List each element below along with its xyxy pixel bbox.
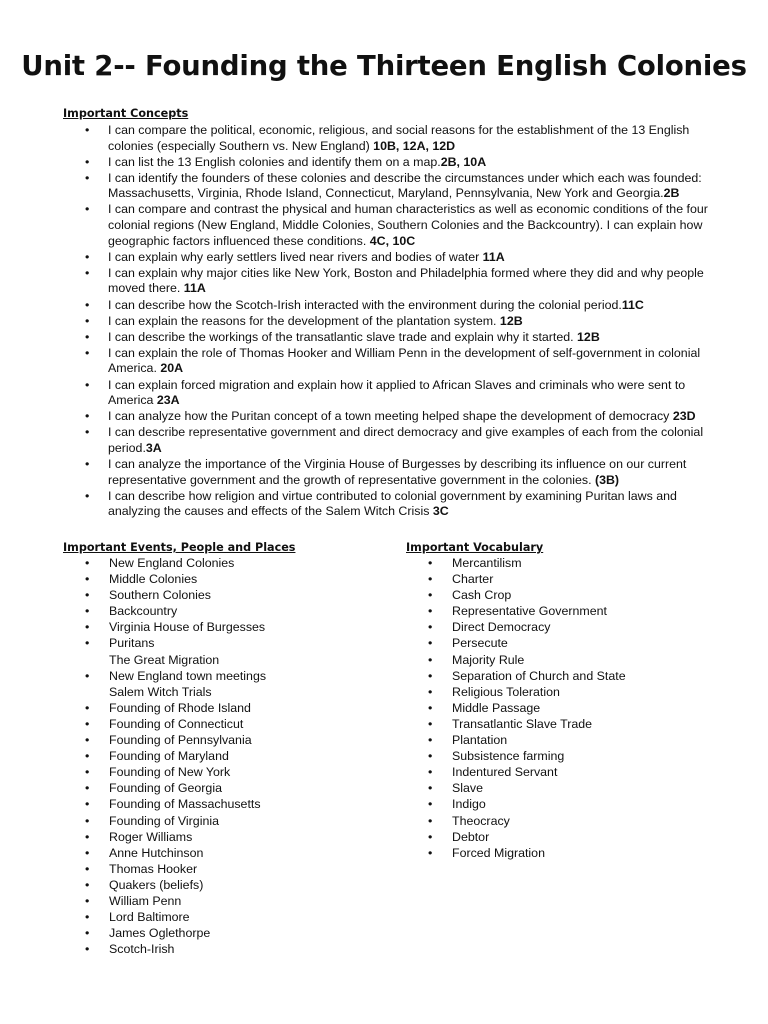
concept-text: I can list the 13 English colonies and identify them on a map. [108,154,441,169]
concept-item [85,298,715,314]
concept-item [85,457,715,488]
event-item: • Virginia House of Burgesses [85,620,365,636]
event-item: • Founding of Connecticut [85,717,365,733]
concept-item [85,250,715,266]
concept-text: I can explain the reasons for the development of the plantation system. [108,313,500,328]
concept-text: I can compare and contrast the physical and human characteristics as well as economic conditions of the four colonial regions (New England, Middle Colonies, Southern Colonies and the Backcountry). I can explain how geographic factors influenced these conditions. [108,202,708,248]
standard-code: 11A [183,281,206,296]
vocabulary-item: • Theocracy [428,814,708,830]
concept-item [85,330,715,346]
page-title: Unit 2-- Founding the Thirteen English Colonies [21,50,747,82]
standard-code: 11A [482,249,505,264]
vocabulary-item: • Plantation [428,733,708,749]
standard-code: 10B, 12A, 12D [373,138,456,153]
concept-text: I can identify the founders of these colonies and describe the circumstances under which each was founded: Massachusetts, Virginia, Rhode Island, Connecticut, Maryland, Pennsylvania, New York and Georgia. [108,170,702,201]
standard-code: 2B, 10A [440,154,487,169]
concept-text: I can explain why early settlers lived near rivers and bodies of water [108,249,483,264]
standard-code: 23A [156,393,180,408]
event-item: • Founding of Pennsylvania [85,733,365,749]
vocabulary-item: • Forced Migration [428,846,708,862]
event-item: • Founding of Virginia [85,814,365,830]
concepts-heading: Important Concepts [63,107,189,120]
event-item: • Quakers (beliefs) [85,878,365,894]
concept-item [85,378,715,409]
concept-item [85,266,715,297]
event-item: • Thomas Hooker [85,862,365,878]
vocabulary-list [428,556,708,862]
concept-item [85,171,715,202]
vocabulary-item: • Transatlantic Slave Trade [428,717,708,733]
event-item: • Puritans [85,636,365,652]
event-item: • Founding of New York [85,765,365,781]
concepts-list [85,123,715,520]
event-item: • Founding of Rhode Island [85,701,365,717]
standard-code: 11C [621,297,644,312]
vocabulary-item: • Charter [428,572,708,588]
event-item: • Founding of Georgia [85,781,365,797]
vocabulary-item: • Middle Passage [428,701,708,717]
event-item: • Anne Hutchinson [85,846,365,862]
vocabulary-item: • Representative Government [428,604,708,620]
concept-text: I can describe representative government and direct democracy and give examples of each from the colonial period. [108,425,704,455]
event-item: • Founding of Massachusetts [85,797,365,813]
concept-text: I can analyze how the Puritan concept of a town meeting helped shape the development of democracy [108,409,673,424]
vocabulary-item: • Majority Rule [428,653,708,669]
vocabulary-item: • Mercantilism [428,556,708,572]
standard-code: (3B) [594,472,620,487]
vocabulary-item: • Indigo [428,797,708,813]
concept-text: I can analyze the importance of the Virginia House of Burgesses by describing its influence on our current representative government and the growth of representative government in the colonies. [108,456,687,487]
concept-item [85,346,715,377]
concept-text: I can explain forced migration and explain how it applied to African Slaves and criminals who were sent to America [108,377,686,408]
event-item: Salem Witch Trials [109,684,212,699]
concept-item [85,489,715,520]
vocabulary-item: • Separation of Church and State [428,669,708,685]
vocabulary-item: • Direct Democracy [428,620,708,636]
standard-code: 2B [663,186,680,201]
event-item: • Lord Baltimore [85,910,365,926]
concept-text: I can describe how the Scotch-Irish interacted with the environment during the colonial period. [108,297,622,312]
event-item: • New England town meetings [85,669,365,685]
vocabulary-item: • Debtor [428,830,708,846]
event-item: • New England Colonies [85,556,365,572]
events-heading: Important Events, People and Places [63,541,296,554]
vocabulary-item: • Slave [428,781,708,797]
concept-item [85,409,715,425]
vocabulary-item: • Religious Toleration [428,685,708,701]
event-item: • Roger Williams [85,830,365,846]
vocabulary-item: • Subsistence farming [428,749,708,765]
event-item: • Founding of Maryland [85,749,365,765]
standard-code: 4C, 10C [369,233,416,248]
standard-code: 23D [672,409,696,424]
concept-text: I can explain the role of Thomas Hooker and William Penn in the development of self-government in colonial America. [108,345,701,376]
standard-code: 12B [499,313,523,328]
event-item: • Southern Colonies [85,588,365,604]
concept-item [85,123,715,154]
concept-item [85,425,715,456]
events-list [85,556,365,958]
concept-text: I can compare the political, economic, religious, and social reasons for the establishment of the 13 English colonies (especially Southern vs. New England) [108,123,690,153]
event-item: • Middle Colonies [85,572,365,588]
event-item: • Scotch-Irish [85,942,365,958]
event-item: • William Penn [85,894,365,910]
standard-code: 3C [432,504,449,519]
vocabulary-item: • Indentured Servant [428,765,708,781]
event-item: • James Oglethorpe [85,926,365,942]
concept-text: I can describe the workings of the transatlantic slave trade and explain why it started. [108,329,578,344]
vocabulary-heading: Important Vocabulary [406,541,544,554]
concept-text: I can explain why major cities like New York, Boston and Philadelphia formed where they did and why people moved there. [108,265,704,296]
standard-code: 12B [577,329,600,344]
event-item: The Great Migration [109,652,220,667]
concept-text: I can describe how religion and virtue contributed to colonial government by examining Puritan laws and analyzing the causes and effects of the Salem Witch Crisis [108,488,677,519]
concept-item [85,155,715,171]
vocabulary-item: • Cash Crop [428,588,708,604]
standard-code: 3A [145,440,162,455]
event-item: • Backcountry [85,604,365,620]
concept-item [85,202,715,249]
vocabulary-item: • Persecute [428,636,708,652]
concept-item [85,314,715,330]
standard-code: 20A [160,361,184,376]
